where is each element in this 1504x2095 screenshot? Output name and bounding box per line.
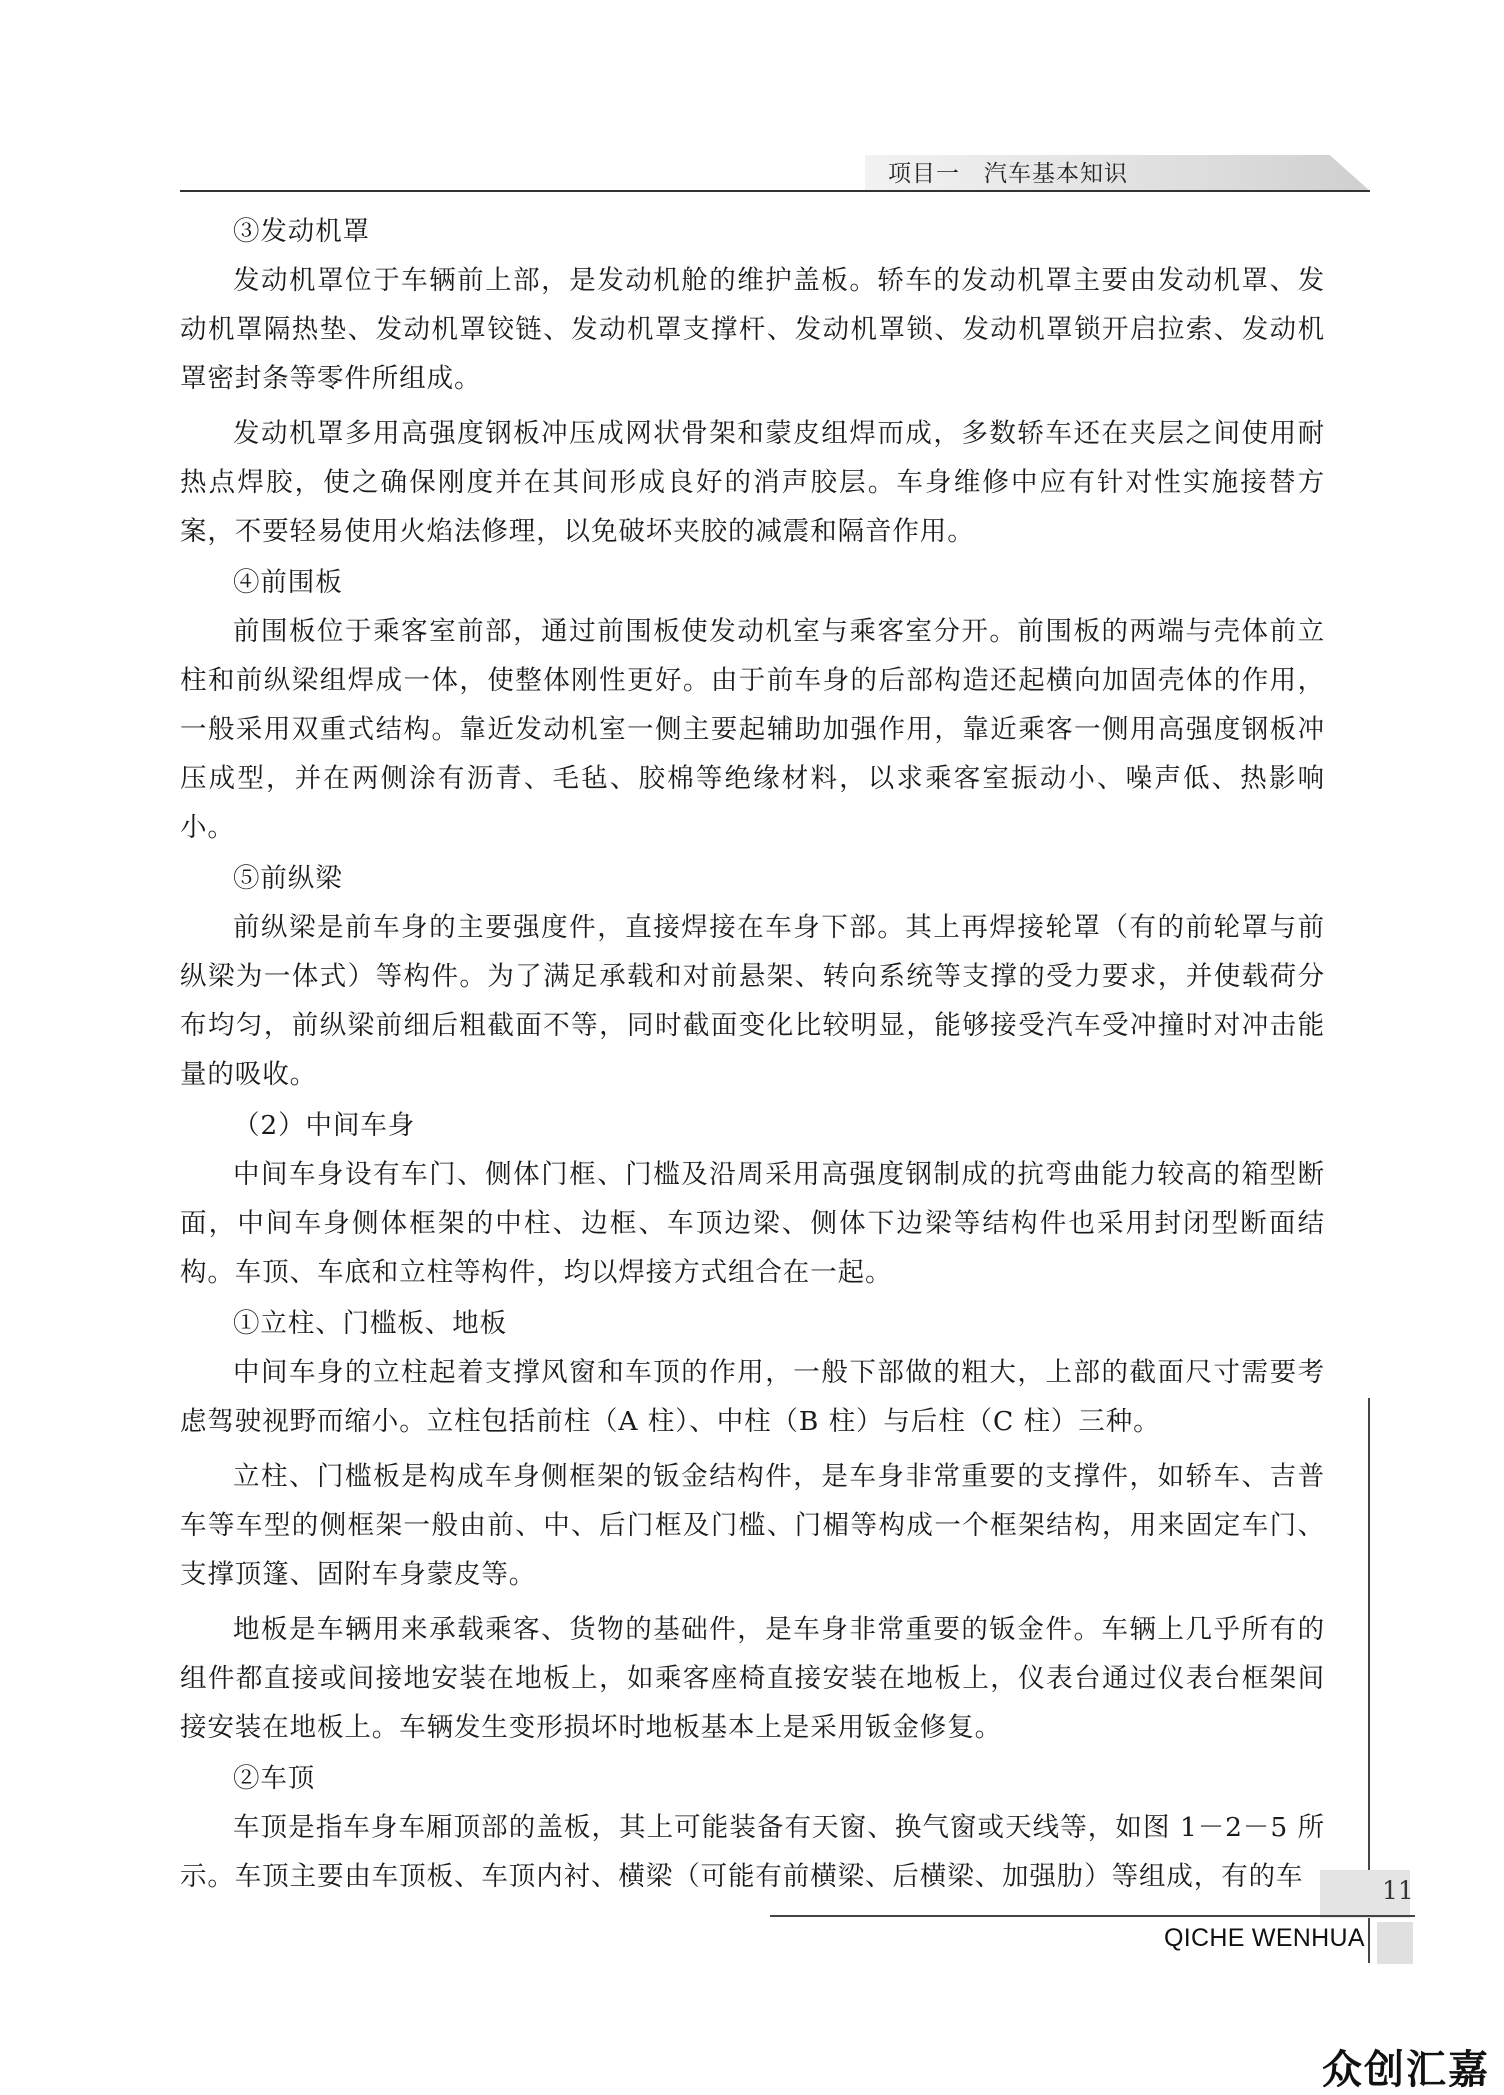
footer-corner-box: [1377, 1922, 1413, 1964]
watermark-logo: 众创汇嘉: [1322, 2047, 1490, 2093]
section-heading: ③发动机罩: [233, 216, 370, 247]
paragraph: 前纵梁是前车身的主要强度件，直接焊接在车身下部。其上再焊接轮罩（有的前轮罩与前纵梁为一体式）等构件。为了满足承载和对前悬架、转向系统等支撑的受力要求，并使载荷分布均匀，前纵梁前细后粗截面不等，同时截面变化比较明显，能够接受汽车受冲撞时对冲击能量的吸收。: [180, 912, 1325, 1090]
section-heading: ①立柱、门槛板、地板: [233, 1308, 507, 1339]
paragraph: 中间车身的立柱起着支撑风窗和车顶的作用，一般下部做的粗大，上部的截面尺寸需要考虑驾驶视野而缩小。立柱包括前柱（A 柱）、中柱（B 柱）与后柱（C 柱）三种。: [180, 1357, 1325, 1437]
paragraph: 立柱、门槛板是构成车身侧框架的钣金结构件，是车身非常重要的支撑件，如轿车、吉普车等车型的侧框架一般由前、中、后门框及门槛、门楣等构成一个框架结构，用来固定车门、支撑顶篷、固附车身蒙皮等。: [180, 1461, 1325, 1590]
footer-brand: QICHE WENHUA: [1164, 1924, 1365, 1952]
section-heading: ④前围板: [233, 567, 343, 598]
running-header-title: 项目一 汽车基本知识: [888, 161, 1128, 187]
section-heading: （2）中间车身: [233, 1110, 416, 1141]
page-number: 11: [1382, 1876, 1414, 1905]
footer-rule: [770, 1915, 1415, 1917]
header-rule: [180, 190, 1370, 192]
section-heading: ⑤前纵梁: [233, 863, 343, 894]
paragraph: 发动机罩多用高强度钢板冲压成网状骨架和蒙皮组焊而成，多数轿车还在夹层之间使用耐热点焊胶，使之确保刚度并在其间形成良好的消声胶层。车身维修中应有针对性实施接替方案，不要轻易使用火焰法修理，以免破坏夹胶的减震和隔音作用。: [180, 418, 1325, 547]
paragraph: 地板是车辆用来承载乘客、货物的基础件，是车身非常重要的钣金件。车辆上几乎所有的组件都直接或间接地安装在地板上，如乘客座椅直接安装在地板上，仪表台通过仪表台框架间接安装在地板上。车辆发生变形损坏时地板基本上是采用钣金修复。: [180, 1614, 1325, 1743]
page-body: [180, 205, 1325, 1901]
section-heading: ②车顶: [233, 1763, 316, 1794]
paragraph: 前围板位于乘客室前部，通过前围板使发动机室与乘客室分开。前围板的两端与壳体前立柱和前纵梁组焊成一体，使整体刚性更好。由于前车身的后部构造还起横向加固壳体的作用，一般采用双重式结构。靠近发动机室一侧主要起辅助加强作用，靠近乘客一侧用高强度钢板冲压成型，并在两侧涂有沥青、毛毡、胶棉等绝缘材料，以求乘客室振动小、噪声低、热影响小。: [180, 616, 1325, 843]
paragraph: 车顶是指车身车厢顶部的盖板，其上可能装备有天窗、换气窗或天线等，如图 1－2－5 所示。车顶主要由车顶板、车顶内衬、横梁（可能有前横梁、后横梁、加强肋）等组成，有的车: [180, 1812, 1325, 1892]
paragraph: 中间车身设有车门、侧体门框、门槛及沿周采用高强度钢制成的抗弯曲能力较高的箱型断面，中间车身侧体框架的中柱、边框、车顶边梁、侧体下边梁等结构件也采用封闭型断面结构。车顶、车底和立柱等构件，均以焊接方式组合在一起。: [180, 1159, 1325, 1288]
paragraph: 发动机罩位于车辆前上部，是发动机舱的维护盖板。轿车的发动机罩主要由发动机罩、发动机罩隔热垫、发动机罩铰链、发动机罩支撑杆、发动机罩锁、发动机罩锁开启拉索、发动机罩密封条等零件所组成。: [180, 265, 1325, 394]
